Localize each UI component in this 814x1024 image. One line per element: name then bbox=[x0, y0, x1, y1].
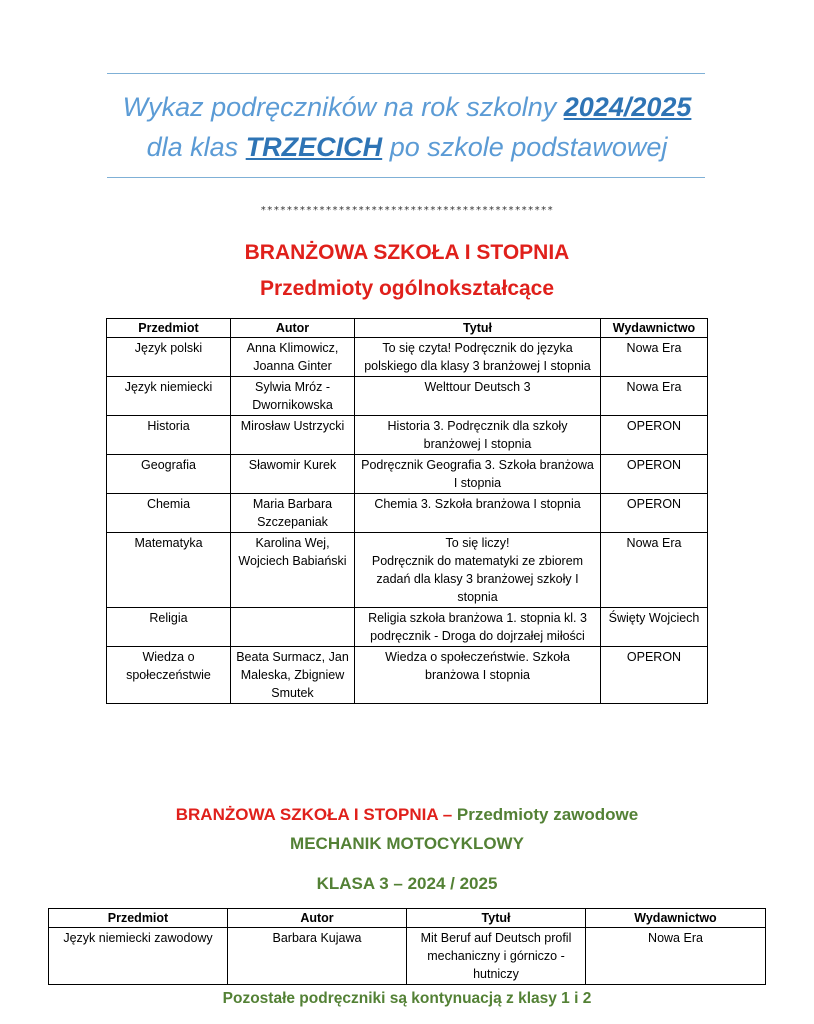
subject-cell: Matematyka bbox=[107, 533, 231, 608]
publisher-cell: Święty Wojciech bbox=[601, 608, 708, 647]
subject-cell: Religia bbox=[107, 608, 231, 647]
table-row bbox=[107, 533, 708, 608]
publisher-cell: OPERON bbox=[601, 647, 708, 704]
section2-title-school: BRANŻOWA SZKOŁA I STOPNIA – bbox=[175, 805, 457, 824]
table-row bbox=[49, 928, 766, 985]
table-header-row bbox=[49, 909, 766, 928]
title-cell: Welttour Deutsch 3 bbox=[355, 377, 601, 416]
class-level: TRZECICH bbox=[245, 132, 383, 162]
publisher-cell: Nowa Era bbox=[586, 928, 766, 985]
subject-cell: Język polski bbox=[107, 338, 231, 377]
footer-note: Pozostałe podręczniki są kontynuacją z klasy 1 i 2 bbox=[222, 990, 592, 1007]
section1-school-title: BRANŻOWA SZKOŁA I STOPNIA bbox=[244, 241, 570, 264]
publisher-cell: OPERON bbox=[601, 494, 708, 533]
table-row bbox=[107, 647, 708, 704]
subject-cell: Język niemiecki zawodowy bbox=[49, 928, 228, 985]
author-cell: Barbara Kujawa bbox=[228, 928, 407, 985]
title-cell: Wiedza o społeczeństwie. Szkoła branżowa I stopnia bbox=[355, 647, 601, 704]
title-cell: Religia szkoła branżowa 1. stopnia kl. 3 podręcznik - Droga do dojrzałej miłości bbox=[355, 608, 601, 647]
subject-cell: Historia bbox=[107, 416, 231, 455]
publisher-cell: OPERON bbox=[601, 455, 708, 494]
publisher-cell: Nowa Era bbox=[601, 533, 708, 608]
subject-cell: Język niemiecki bbox=[107, 377, 231, 416]
school-year: 2024/2025 bbox=[563, 92, 692, 122]
class-year-line: KLASA 3 – 2024 / 2025 bbox=[316, 874, 498, 893]
column-header-publisher: Wydawnictwo bbox=[586, 909, 766, 928]
profession-title: MECHANIK MOTOCYKLOWY bbox=[290, 834, 524, 853]
section1-subject-title: Przedmioty ogólnokształcące bbox=[259, 277, 555, 300]
title-cell: Podręcznik Geografia 3. Szkoła branżowa I stopnia bbox=[355, 455, 601, 494]
table-row bbox=[107, 455, 708, 494]
section2-title bbox=[0, 803, 814, 827]
author-cell: Karolina Wej, Wojciech Babiański bbox=[231, 533, 355, 608]
title-cell: To się czyta! Podręcznik do języka polskiego dla klasy 3 branżowej I stopnia bbox=[355, 338, 601, 377]
column-header-subject: Przedmiot bbox=[107, 319, 231, 338]
header-title-line1 bbox=[0, 89, 814, 125]
title-cell: Chemia 3. Szkoła branżowa I stopnia bbox=[355, 494, 601, 533]
subject-cell: Wiedza o społeczeństwie bbox=[107, 647, 231, 704]
subject-cell: Chemia bbox=[107, 494, 231, 533]
general-subjects-table bbox=[106, 318, 708, 704]
author-cell: Anna Klimowicz, Joanna Ginter bbox=[231, 338, 355, 377]
table-header-row bbox=[107, 319, 708, 338]
title-cell: Historia 3. Podręcznik dla szkoły branżowej I stopnia bbox=[355, 416, 601, 455]
table-row bbox=[107, 494, 708, 533]
author-cell: Sylwia Mróz - Dwornikowska bbox=[231, 377, 355, 416]
author-cell: Maria Barbara Szczepaniak bbox=[231, 494, 355, 533]
header-title-line2 bbox=[0, 129, 814, 165]
publisher-cell: OPERON bbox=[601, 416, 708, 455]
asterisk-separator: ********************************************* bbox=[260, 205, 554, 216]
header-title-text: Wykaz podręczników na rok szkolny bbox=[122, 92, 564, 122]
title-cell: Mit Beruf auf Deutsch profil mechaniczny i górniczo - hutniczy bbox=[407, 928, 586, 985]
header-line2-pre: dla klas bbox=[146, 132, 246, 162]
column-header-title: Tytuł bbox=[407, 909, 586, 928]
table-row bbox=[107, 416, 708, 455]
subject-cell: Geografia bbox=[107, 455, 231, 494]
vocational-subjects-table bbox=[48, 908, 766, 985]
title-cell: To się liczy! Podręcznik do matematyki ze zbiorem zadań dla klasy 3 branżowej szkoły I stopnia bbox=[355, 533, 601, 608]
header-top-rule bbox=[107, 73, 705, 74]
author-cell: Sławomir Kurek bbox=[231, 455, 355, 494]
header-line2-post: po szkole podstawowej bbox=[382, 132, 668, 162]
table-row bbox=[107, 608, 708, 647]
publisher-cell: Nowa Era bbox=[601, 377, 708, 416]
column-header-title: Tytuł bbox=[355, 319, 601, 338]
column-header-author: Autor bbox=[231, 319, 355, 338]
publisher-cell: Nowa Era bbox=[601, 338, 708, 377]
author-cell: Mirosław Ustrzycki bbox=[231, 416, 355, 455]
table-row bbox=[107, 338, 708, 377]
author-cell: Beata Surmacz, Jan Maleska, Zbigniew Smutek bbox=[231, 647, 355, 704]
column-header-subject: Przedmiot bbox=[49, 909, 228, 928]
column-header-publisher: Wydawnictwo bbox=[601, 319, 708, 338]
table-row bbox=[107, 377, 708, 416]
column-header-author: Autor bbox=[228, 909, 407, 928]
section2-title-vocational: Przedmioty zawodowe bbox=[456, 805, 639, 824]
header-bottom-rule bbox=[107, 177, 705, 178]
author-cell bbox=[231, 608, 355, 647]
